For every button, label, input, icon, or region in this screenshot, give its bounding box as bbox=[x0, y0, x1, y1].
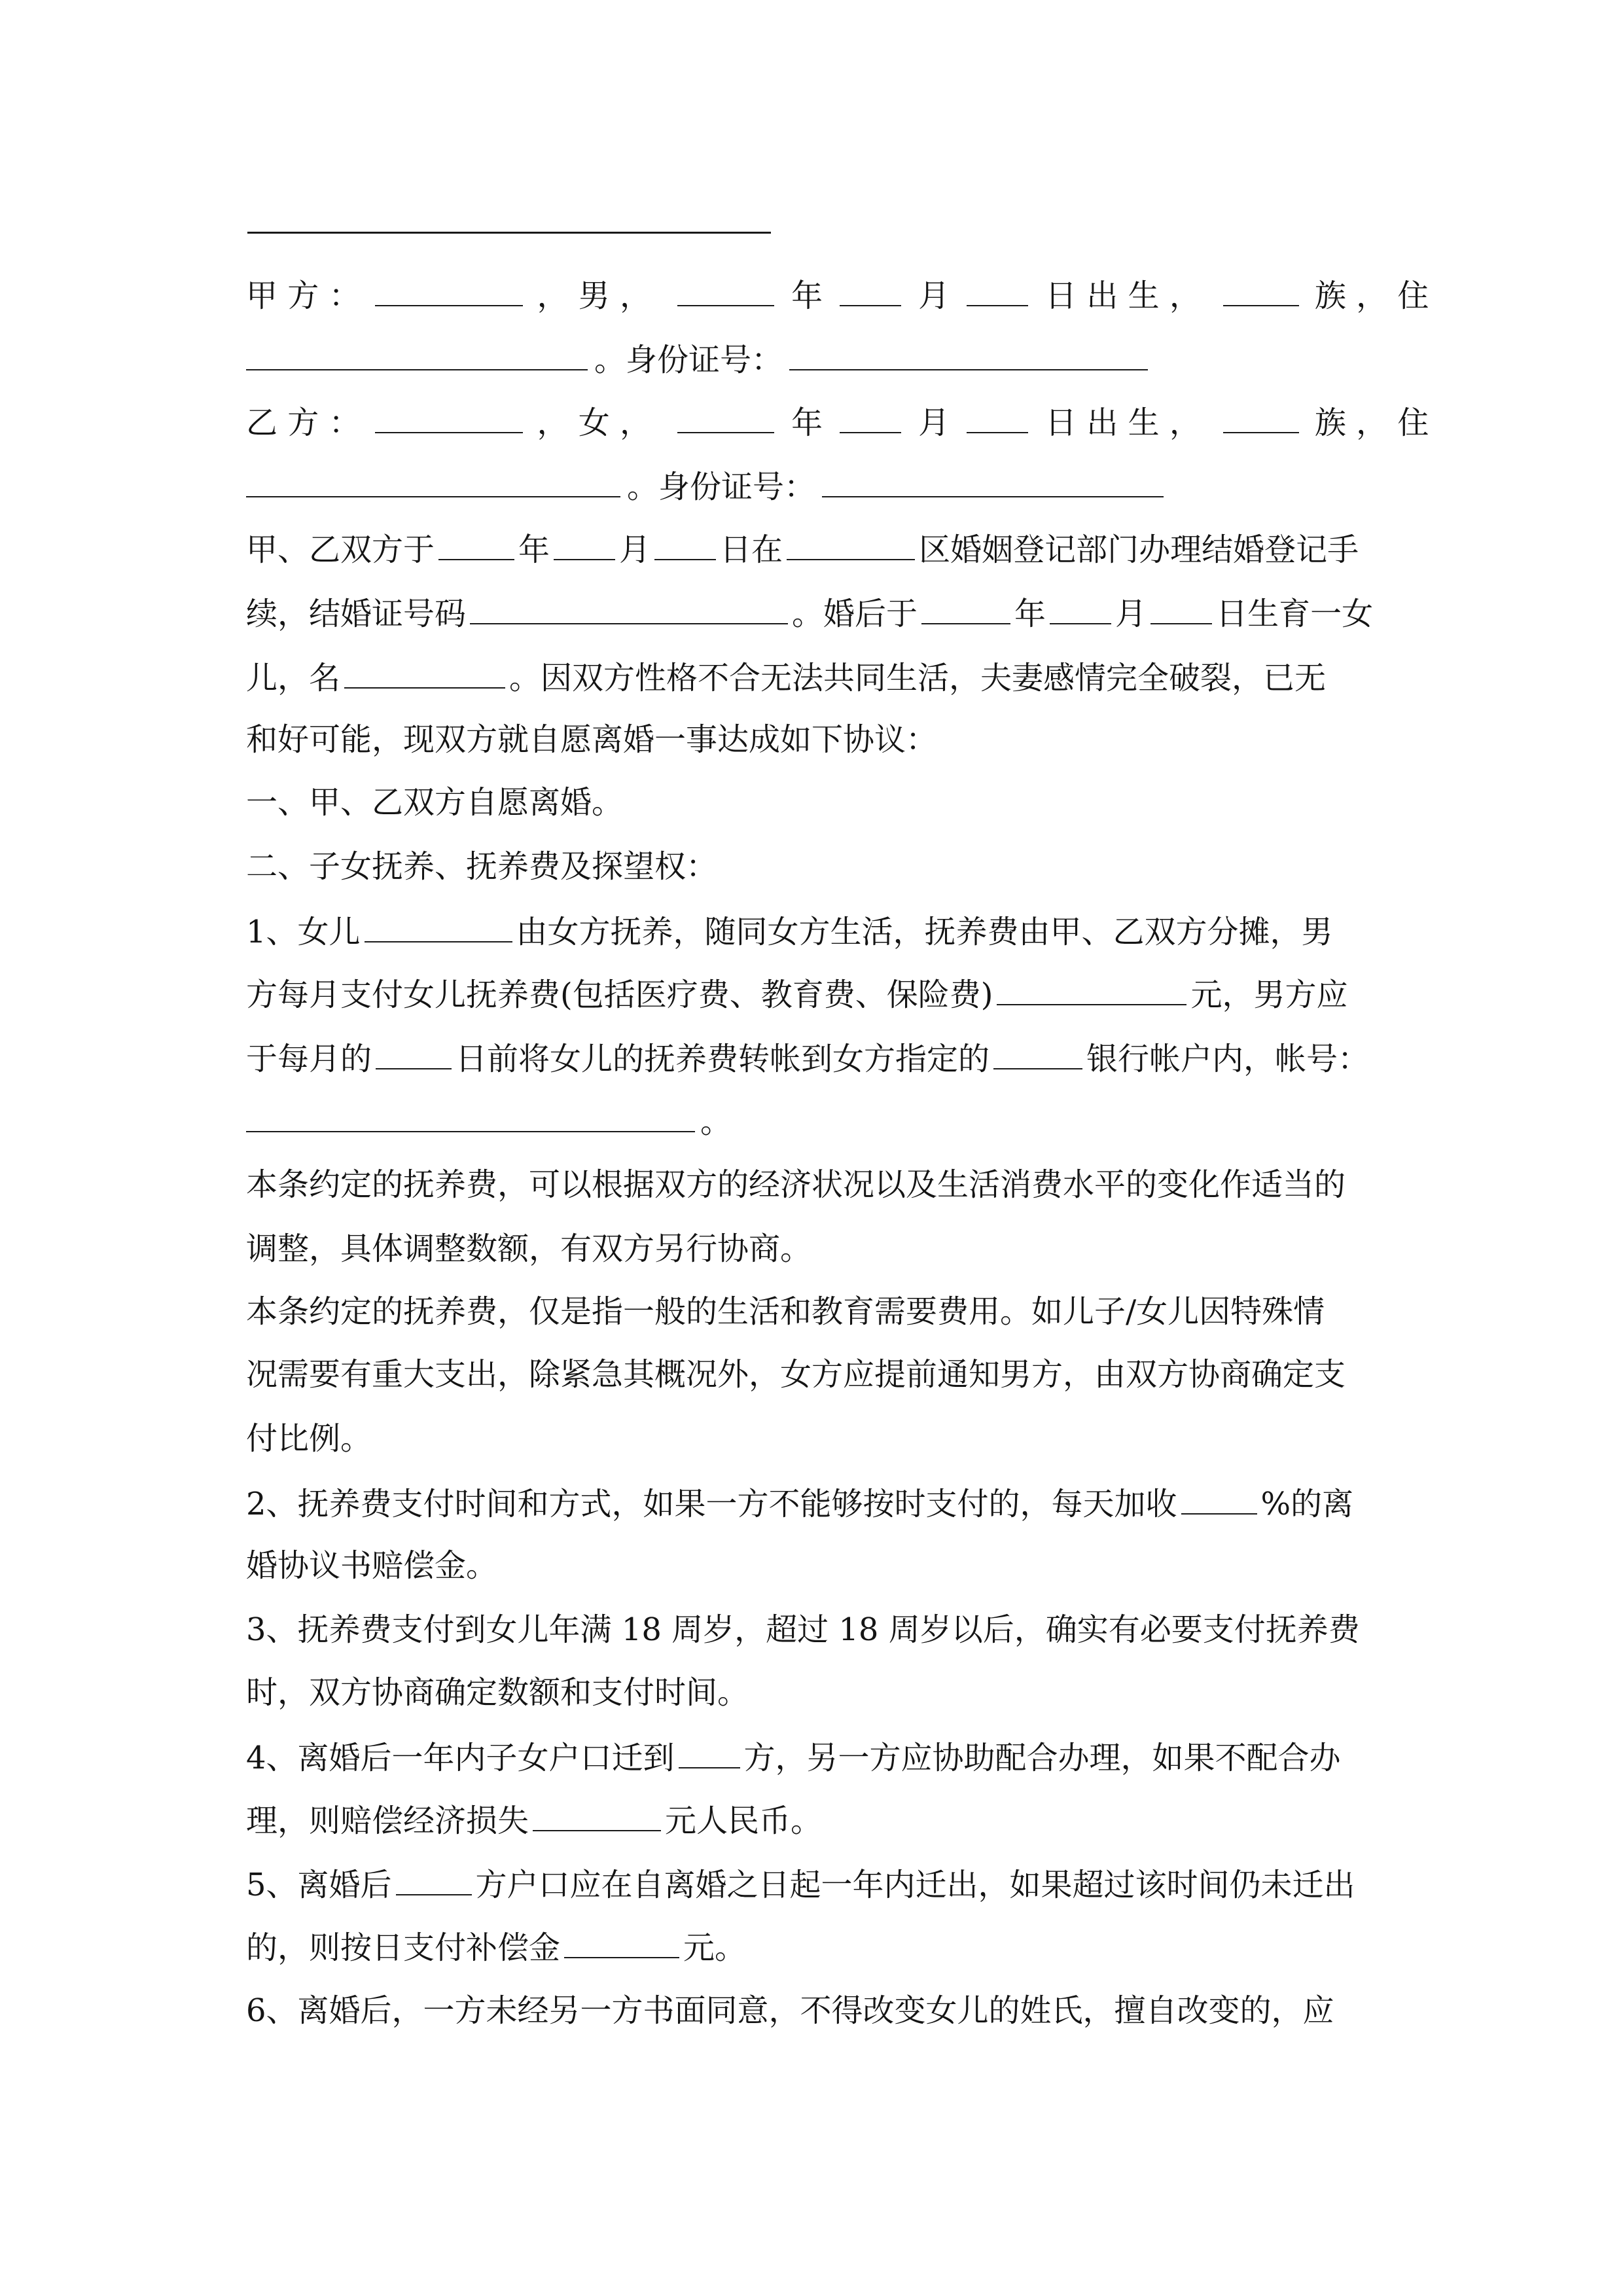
paragraph-line: 和好可能，现双方就自愿离婚一事达成如下协议： bbox=[246, 721, 938, 758]
blank-party-b-birth-year[interactable] bbox=[677, 402, 774, 433]
paragraph-line: 本条约定的抚养费，可以根据双方的经济状况以及生活消费水平的变化作适当的 bbox=[246, 1166, 1346, 1203]
blank-party-a-birth-year[interactable] bbox=[677, 275, 774, 306]
top-rule bbox=[247, 232, 771, 234]
blank-bank-name[interactable] bbox=[993, 1038, 1082, 1069]
clause-2-5-line: 5、离婚后 方户口应在自离婚之日起一年内迁出，如果超过该时间仍未迁出 bbox=[246, 1864, 1381, 1903]
blank-daughter-name[interactable] bbox=[365, 911, 512, 942]
blank-household-party[interactable] bbox=[679, 1737, 740, 1768]
paragraph-line: 付比例。 bbox=[246, 1420, 372, 1457]
clause-2-2-line: 2、抚养费支付时间和方式，如果一方不能够按时支付的，每天加收 %的离 bbox=[246, 1483, 1381, 1522]
party-b-line: 乙 方 ： ， 女 ， 年 月 日 出 生 ， 族 ， 住 bbox=[246, 402, 1381, 441]
blank-marriage-month[interactable] bbox=[554, 529, 615, 560]
clause-1-heading: 一、甲、乙双方自愿离婚。 bbox=[246, 784, 624, 821]
marriage-registration-line: 甲、乙双方于 年 月 日在 区婚姻登记部门办理结婚登记手 bbox=[246, 529, 1381, 568]
blank-child-name[interactable] bbox=[344, 657, 505, 689]
blank-child-birth-month[interactable] bbox=[1050, 593, 1111, 624]
blank-party-b-birth-day[interactable] bbox=[967, 402, 1028, 433]
blank-support-amount[interactable] bbox=[997, 974, 1186, 1005]
blank-party-b-address[interactable] bbox=[246, 466, 620, 497]
blank-party-a-birth-month[interactable] bbox=[840, 275, 901, 306]
blank-penalty-percent[interactable] bbox=[1181, 1483, 1257, 1515]
paragraph-line: 婚协议书赔偿金。 bbox=[246, 1547, 498, 1584]
support-amount-line: 方每月支付女儿抚养费(包括医疗费、教育费、保险费) 元，男方应 bbox=[246, 974, 1381, 1013]
party-b-label: 乙 方 ： bbox=[246, 404, 361, 441]
clause-2-3-line: 3、抚养费支付到女儿年满 18 周岁，超过 18 周岁以后，确实有必要支付抚养费 bbox=[246, 1611, 1360, 1648]
blank-registration-district[interactable] bbox=[787, 529, 915, 560]
blank-move-out-party[interactable] bbox=[396, 1864, 472, 1895]
blank-party-a-birth-day[interactable] bbox=[967, 275, 1028, 306]
blank-daily-compensation[interactable] bbox=[564, 1927, 679, 1958]
blank-certificate-number[interactable] bbox=[470, 593, 788, 624]
paragraph-line: 本条约定的抚养费，仅是指一般的生活和教育需要费用。如儿子/女儿因特殊情 bbox=[246, 1293, 1325, 1330]
clause-2-1-line: 1、女儿 由女方抚养，随同女方生活，抚养费由甲、乙双方分摊，男 bbox=[246, 911, 1381, 950]
blank-party-b-birth-month[interactable] bbox=[840, 402, 901, 433]
blank-child-birth-day[interactable] bbox=[1150, 593, 1212, 624]
compensation-line: 理，则赔偿经济损失 元人民币。 bbox=[246, 1800, 1381, 1839]
blank-party-a-name[interactable] bbox=[375, 275, 523, 306]
blank-marriage-year[interactable] bbox=[438, 529, 514, 560]
blank-child-birth-year[interactable] bbox=[921, 593, 1010, 624]
blank-party-b-id-number[interactable] bbox=[822, 466, 1164, 497]
account-number-line: 。 bbox=[246, 1101, 1381, 1140]
blank-party-a-address[interactable] bbox=[246, 339, 588, 370]
party-a-line: 甲 方 ： ， 男 ， 年 月 日 出 生 ， 族 ， 住 bbox=[246, 275, 1381, 314]
certificate-line: 续，结婚证号码 。婚后于 年 月 日生育一女 bbox=[246, 593, 1381, 632]
party-a-label: 甲 方 ： bbox=[246, 278, 361, 314]
paragraph-line: 时，双方协商确定数额和支付时间。 bbox=[246, 1674, 749, 1711]
party-b-id-line: 。身份证号： bbox=[246, 466, 1381, 505]
blank-compensation-amount[interactable] bbox=[533, 1800, 661, 1831]
blank-party-a-id-number[interactable] bbox=[789, 339, 1148, 370]
blank-party-b-ethnicity[interactable] bbox=[1223, 402, 1299, 433]
blank-account-number[interactable] bbox=[246, 1101, 695, 1132]
paragraph-line: 况需要有重大支出，除紧急其概况外，女方应提前通知男方，由双方协商确定支 bbox=[246, 1356, 1346, 1393]
clause-2-4-line: 4、离婚后一年内子女户口迁到 方，另一方应协助配合办理，如果不配合办 bbox=[246, 1737, 1381, 1776]
daily-compensation-line: 的，则按日支付补偿金 元。 bbox=[246, 1927, 1381, 1966]
paragraph-line: 调整，具体调整数额，有双方另行协商。 bbox=[246, 1230, 812, 1267]
payment-day-line: 于每月的 日前将女儿的抚养费转帐到女方指定的 银行帐户内，帐号： bbox=[246, 1038, 1381, 1077]
clause-2-heading: 二、子女抚养、抚养费及探望权： bbox=[246, 848, 718, 885]
blank-party-a-ethnicity[interactable] bbox=[1223, 275, 1299, 306]
blank-payment-day[interactable] bbox=[376, 1038, 452, 1069]
party-a-id-line: 。身份证号： bbox=[246, 339, 1381, 378]
blank-party-b-name[interactable] bbox=[375, 402, 523, 433]
clause-2-6-line: 6、离婚后，一方未经另一方书面同意，不得改变女儿的姓氏，擅自改变的，应 bbox=[246, 1992, 1334, 2029]
blank-marriage-day[interactable] bbox=[654, 529, 716, 560]
child-name-line: 儿，名 。因双方性格不合无法共同生活，夫妻感情完全破裂，已无 bbox=[246, 657, 1381, 696]
